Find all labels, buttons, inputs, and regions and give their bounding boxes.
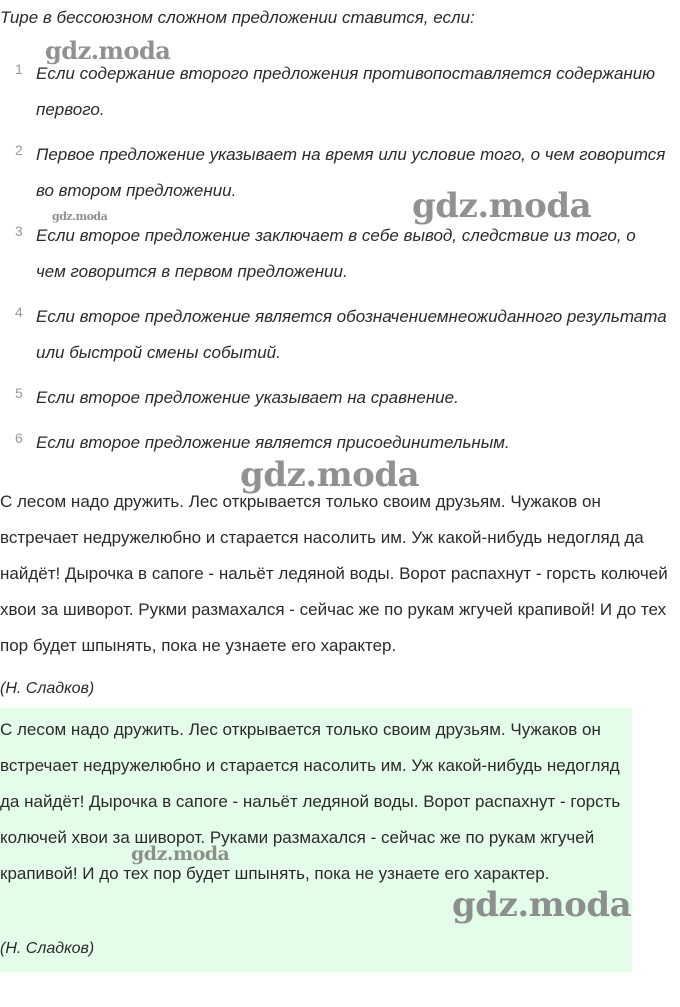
- rule-number: 6: [15, 430, 23, 446]
- answer-text: С лесом надо дружить. Лес открывается только своим друзьям. Чужаков он встречает недружелюбно и старается насолить им. Уж какой-нибудь недогляд да найдёт! Дырочка в сапоге - нальёт ледяной воды. Ворот распахнут - горсть колючей хвои за шиворот. Руками размахался - сейчас же по рукам жгучей крапивой! И до тех пор будет шпынять, пока не узнаете его характер.: [0, 720, 621, 883]
- source-passage: С лесом надо дружить. Лес открывается только своим друзьям. Чужаков он встречает недружелюбно и старается насолить им. Уж какой-нибудь недогляд да найдёт! Дырочка в сапоге - нальёт ледяной воды. Ворот распахнут - горсть колючей хвои за шиворот. Рукми размахался - сейчас же по рукам жгучей крапивой! И до тех пор будет шпынять, пока не узнаете его характер.: [0, 492, 668, 655]
- rule-item: [0, 380, 680, 416]
- rule-text: Если второе предложение является обозначениемнеожиданного результата или быстрой смены событий.: [36, 307, 667, 362]
- answer-box: [0, 708, 632, 972]
- rule-item: [0, 56, 680, 128]
- rule-text: Если второе предложение является присоединительным.: [36, 433, 510, 452]
- rule-number: 2: [15, 142, 23, 158]
- rule-number: 4: [15, 304, 23, 320]
- watermark-logo: gdz.moda: [240, 455, 420, 495]
- answer-author: (Н. Сладков): [0, 940, 95, 957]
- watermark-logo: gdz.moda: [412, 186, 592, 226]
- task-intro: Тире в бессоюзном сложном предложении ставится, если:: [0, 8, 475, 27]
- rule-number: 3: [15, 223, 23, 239]
- rules-list: [0, 56, 680, 470]
- rule-text: Если второе предложение заключает в себе вывод, следствие из того, о чем говорится в первом предложении.: [36, 226, 636, 281]
- watermark-logo: gdz.moda: [45, 36, 171, 65]
- rule-number: 5: [15, 385, 23, 401]
- rule-text: Если второе предложение указывает на сравнение.: [36, 388, 459, 407]
- rule-text: Первое предложение указывает на время или условие того, о чем говорится во втором предложении.: [36, 145, 666, 200]
- passage-author: (Н. Сладков): [0, 680, 95, 697]
- watermark-logo: gdz.moda: [52, 210, 108, 223]
- watermark-logo: gdz.moda: [131, 843, 230, 865]
- rule-number: 1: [15, 61, 23, 77]
- rule-item: [0, 218, 680, 290]
- rule-item: [0, 299, 680, 371]
- rule-text: Если содержание второго предложения противопоставляется содержанию первого.: [36, 64, 655, 119]
- watermark-logo: gdz.moda: [452, 885, 632, 925]
